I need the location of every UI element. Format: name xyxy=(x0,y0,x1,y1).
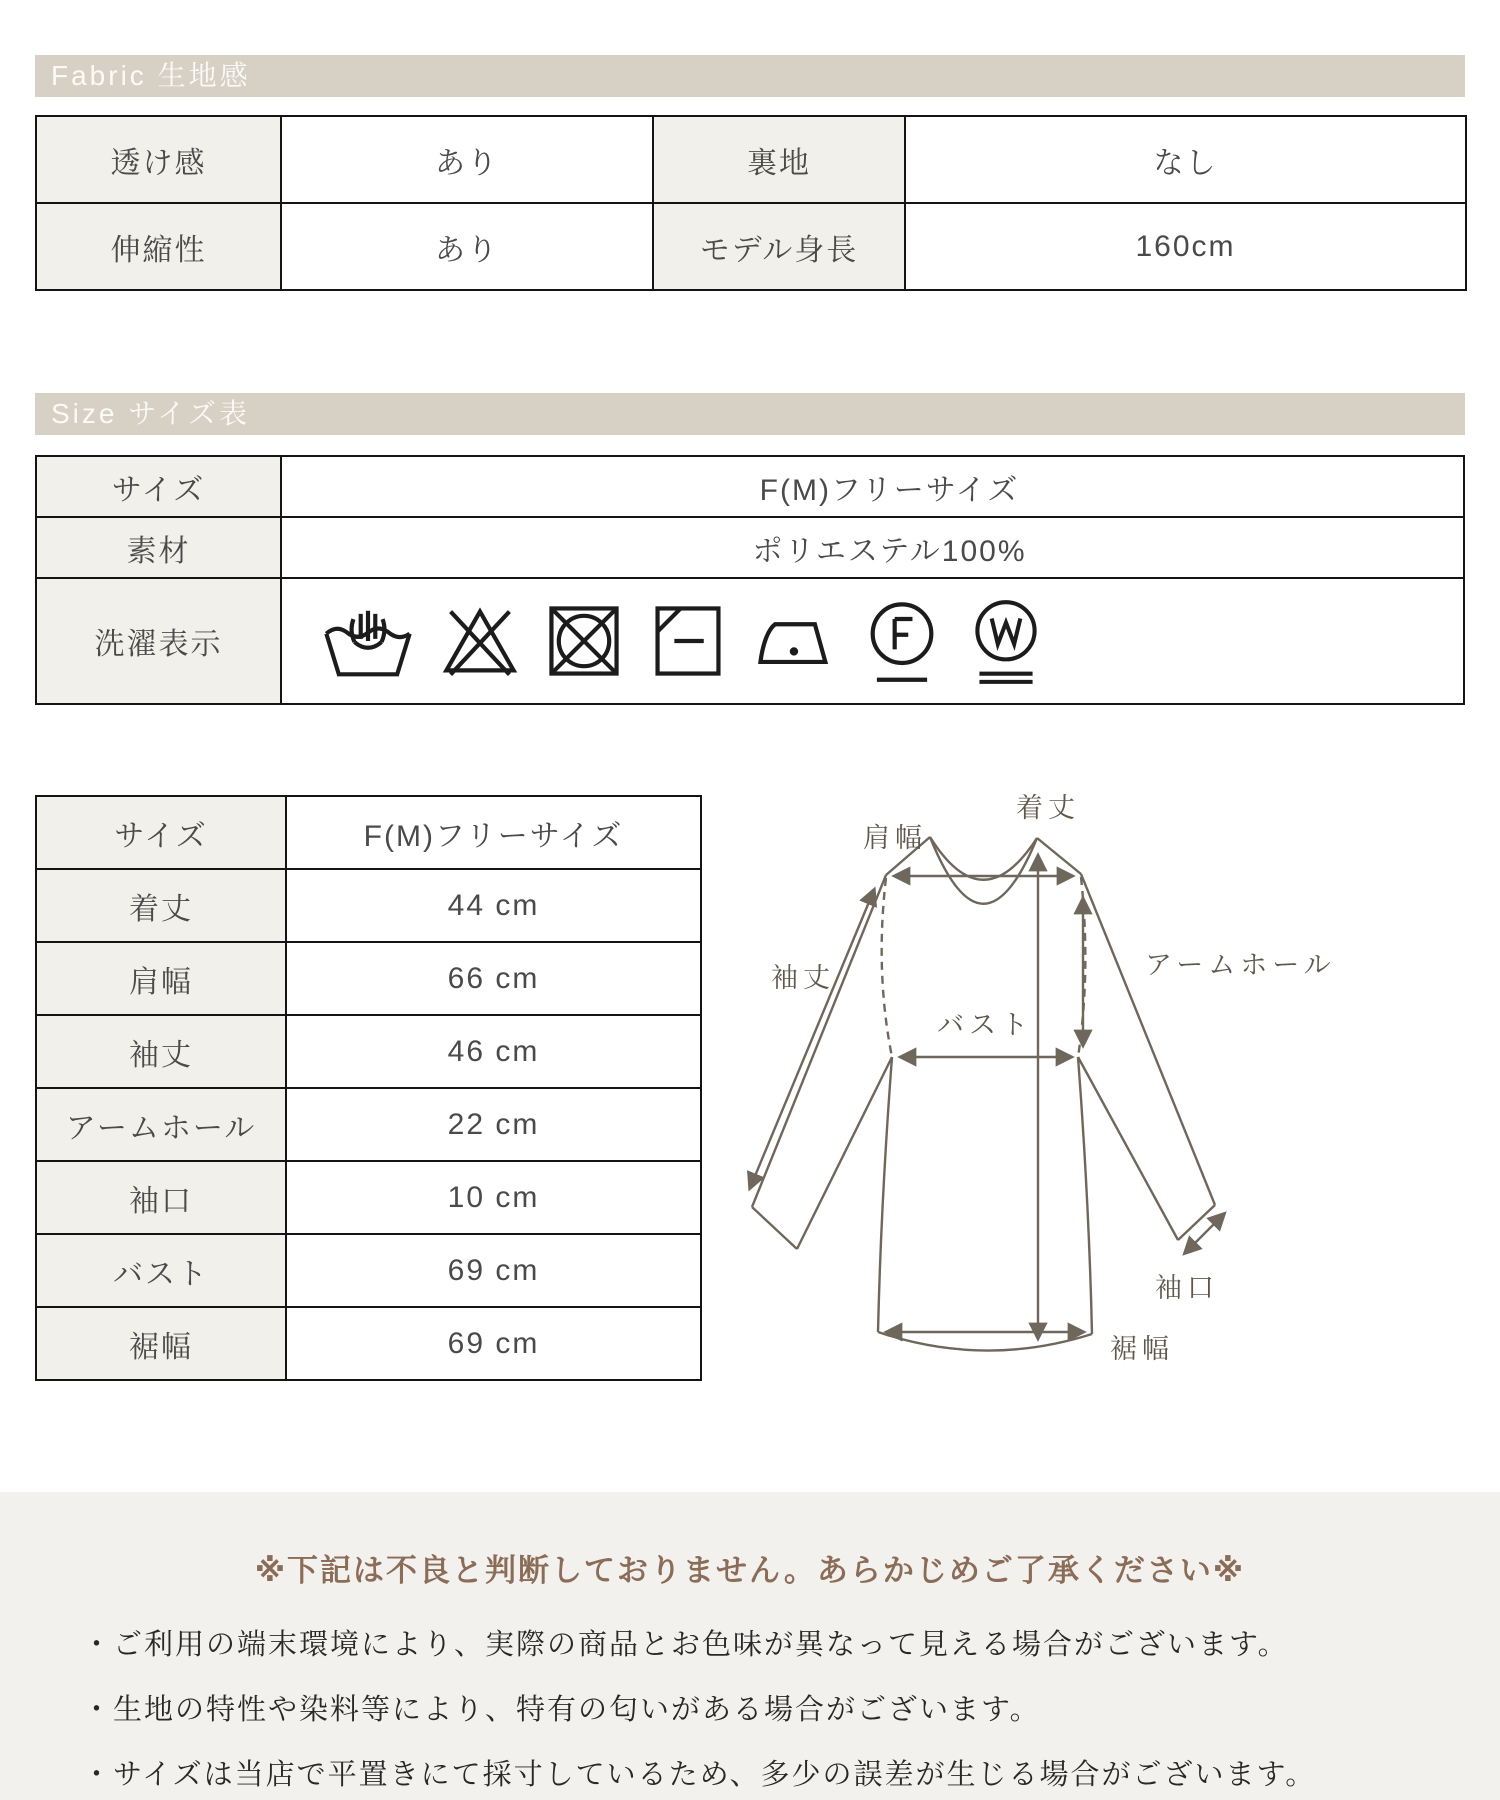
garment-diagram-svg xyxy=(715,762,1480,1417)
table-row xyxy=(36,578,1464,704)
size-label: サイズ xyxy=(36,456,281,517)
fabric-value-sheerness: あり xyxy=(281,116,653,203)
table-row xyxy=(36,1234,701,1307)
fabric-label-model-height: モデル身長 xyxy=(653,203,905,290)
meas-value-cuff: 10 cm xyxy=(286,1161,701,1234)
diagram-label-length: 着丈 xyxy=(1016,793,1080,823)
diagram-label-shoulder: 肩幅 xyxy=(863,823,927,853)
table-row xyxy=(36,1015,701,1088)
note-item: ・生地の特性や染料等により、特有の匂いがある場合がございます。 xyxy=(82,1694,1041,1726)
diagram-label-armhole: アームホール xyxy=(1145,950,1336,980)
table-row xyxy=(36,869,701,942)
meas-header-label: サイズ xyxy=(36,796,286,869)
table-row xyxy=(36,1307,701,1380)
do-not-tumble-dry-icon xyxy=(542,599,626,683)
meas-value-bust: 69 cm xyxy=(286,1234,701,1307)
note-item: ・ご利用の端末環境により、実際の商品とお色味が異なって見える場合がございます。 xyxy=(82,1629,1289,1661)
diagram-label-sleeve-length: 袖丈 xyxy=(771,963,835,993)
size-info-table xyxy=(35,455,1465,705)
care-label: 洗濯表示 xyxy=(36,578,281,704)
fabric-value-model-height: 160cm xyxy=(905,203,1466,290)
size-section-header: Size サイズ表 xyxy=(35,393,1465,435)
fabric-section-header: Fabric 生地感 xyxy=(35,55,1465,97)
material-value: ポリエステル100% xyxy=(281,517,1464,578)
diagram-label-bust: バスト xyxy=(937,1010,1033,1040)
iron-low-heat-icon xyxy=(750,599,840,683)
dry-clean-F-gentle-icon xyxy=(860,596,944,686)
fabric-label-lining: 裏地 xyxy=(653,116,905,203)
meas-label-length: 着丈 xyxy=(36,869,286,942)
table-row xyxy=(36,456,1464,517)
meas-value-sleeve: 46 cm xyxy=(286,1015,701,1088)
material-label: 素材 xyxy=(36,517,281,578)
garment-measurement-diagram xyxy=(715,762,1480,1417)
table-row xyxy=(36,796,701,869)
size-value: F(M)フリーサイズ xyxy=(281,456,1464,517)
meas-label-sleeve: 袖丈 xyxy=(36,1015,286,1088)
do-not-bleach-icon xyxy=(438,599,522,683)
diagram-label-cuff: 袖口 xyxy=(1155,1273,1219,1303)
fabric-table xyxy=(35,115,1467,291)
meas-label-hem: 裾幅 xyxy=(36,1307,286,1380)
meas-value-hem: 69 cm xyxy=(286,1307,701,1380)
meas-label-armhole: アームホール xyxy=(36,1088,286,1161)
meas-label-cuff: 袖口 xyxy=(36,1161,286,1234)
hand-wash-icon xyxy=(318,599,418,683)
table-row xyxy=(36,517,1464,578)
notes-heading: ※下記は不良と判断しておりません。あらかじめご了承ください※ xyxy=(254,1553,1246,1588)
meas-value-armhole: 22 cm xyxy=(286,1088,701,1161)
meas-value-shoulder: 66 cm xyxy=(286,942,701,1015)
table-row xyxy=(36,1161,701,1234)
care-symbols-cell xyxy=(281,578,1464,704)
table-row xyxy=(36,942,701,1015)
flat-dry-in-shade-icon xyxy=(646,599,730,683)
note-item: ・サイズは当店で平置きにて採寸しているため、多少の誤差が生じる場合がございます。 xyxy=(82,1759,1317,1791)
fabric-value-lining: なし xyxy=(905,116,1466,203)
diagram-label-hem: 裾幅 xyxy=(1110,1334,1174,1364)
meas-header-value: F(M)フリーサイズ xyxy=(286,796,701,869)
table-row xyxy=(36,203,1466,290)
fabric-label-stretch: 伸縮性 xyxy=(36,203,281,290)
fabric-label-sheerness: 透け感 xyxy=(36,116,281,203)
care-symbols-row xyxy=(316,590,1463,692)
fabric-value-stretch: あり xyxy=(281,203,653,290)
table-row xyxy=(36,116,1466,203)
table-row xyxy=(36,1088,701,1161)
measurement-table xyxy=(35,795,702,1381)
meas-label-shoulder: 肩幅 xyxy=(36,942,286,1015)
meas-value-length: 44 cm xyxy=(286,869,701,942)
meas-label-bust: バスト xyxy=(36,1234,286,1307)
wet-clean-W-very-gentle-icon xyxy=(964,594,1048,688)
